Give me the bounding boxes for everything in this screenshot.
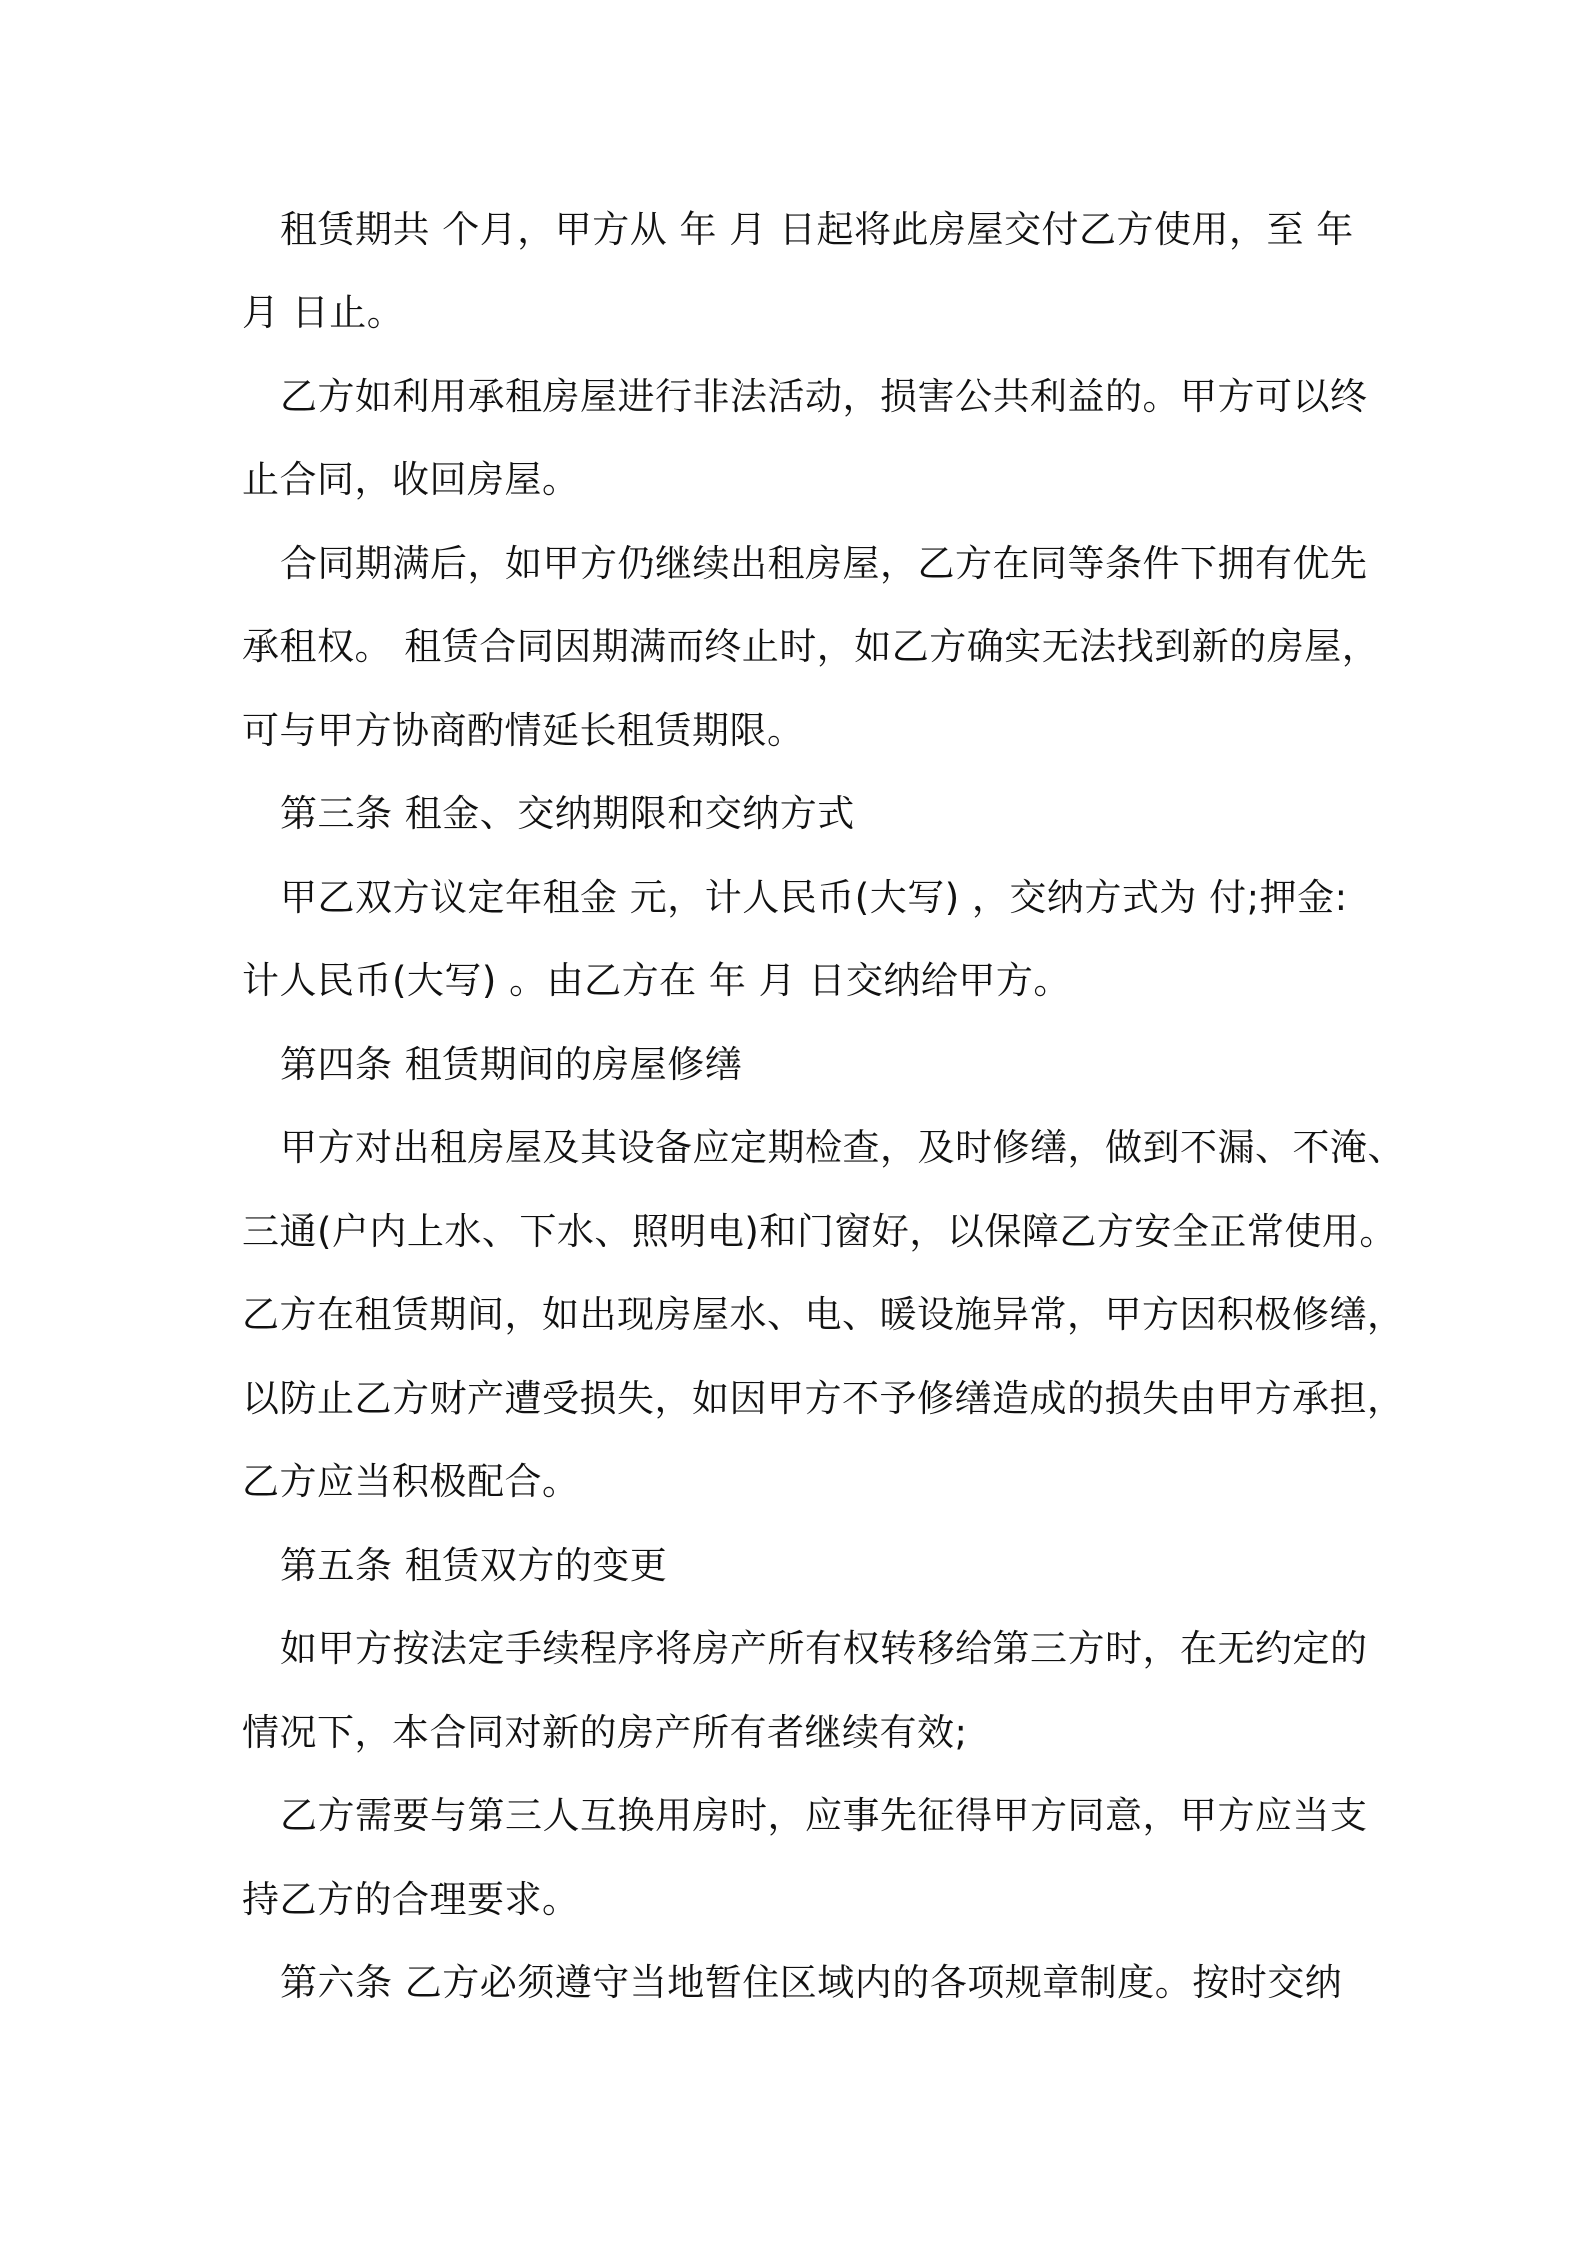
section-heading: 第六条 乙方必须遵守当地暂住区域内的各项规章制度。按时交纳 — [280, 1961, 1343, 2004]
text-line: 租赁期共 个月，甲方从 年 月 日起将此房屋交付乙方使用，至 年 — [280, 208, 1354, 251]
text-line: 三通(户内上水、下水、照明电)和门窗好，以保障乙方安全正常使用。 — [242, 1210, 1397, 1253]
text-line: 止合同，收回房屋。 — [242, 458, 580, 501]
text-line: 乙方如利用承租房屋进行非法活动，损害公共利益的。甲方可以终 — [280, 375, 1368, 418]
text-line: 如甲方按法定手续程序将房产所有权转移给第三方时，在无约定的 — [280, 1627, 1368, 1670]
text-line: 持乙方的合理要求。 — [242, 1878, 580, 1921]
text-line: 甲乙双方议定年租金 元，计人民币(大写) ，交纳方式为 付;押金: — [280, 876, 1348, 919]
text-line: 乙方应当积极配合。 — [242, 1460, 580, 1503]
text-line: 甲方对出租房屋及其设备应定期检查，及时修缮，做到不漏、不淹、 — [280, 1126, 1405, 1169]
text-line: 月 日止。 — [242, 291, 405, 334]
text-line: 可与甲方协商酌情延长租赁期限。 — [242, 709, 805, 752]
section-heading: 第五条 租赁双方的变更 — [280, 1544, 668, 1587]
text-line: 以防止乙方财产遭受损失，如因甲方不予修缮造成的损失由甲方承担， — [242, 1377, 1405, 1420]
text-line: 计人民币(大写) 。由乙方在 年 月 日交纳给甲方。 — [242, 959, 1071, 1002]
text-line: 情况下，本合同对新的房产所有者继续有效; — [242, 1711, 968, 1754]
text-line: 承租权。 租赁合同因期满而终止时，如乙方确实无法找到新的房屋， — [242, 625, 1380, 668]
text-line: 乙方在租赁期间，如出现房屋水、电、暖设施异常，甲方因积极修缮， — [242, 1293, 1405, 1336]
text-line: 乙方需要与第三人互换用房时，应事先征得甲方同意，甲方应当支 — [280, 1794, 1368, 1837]
section-heading: 第三条 租金、交纳期限和交纳方式 — [280, 792, 855, 835]
text-line: 合同期满后，如甲方仍继续出租房屋，乙方在同等条件下拥有优先 — [280, 542, 1368, 585]
section-heading: 第四条 租赁期间的房屋修缮 — [280, 1043, 743, 1086]
